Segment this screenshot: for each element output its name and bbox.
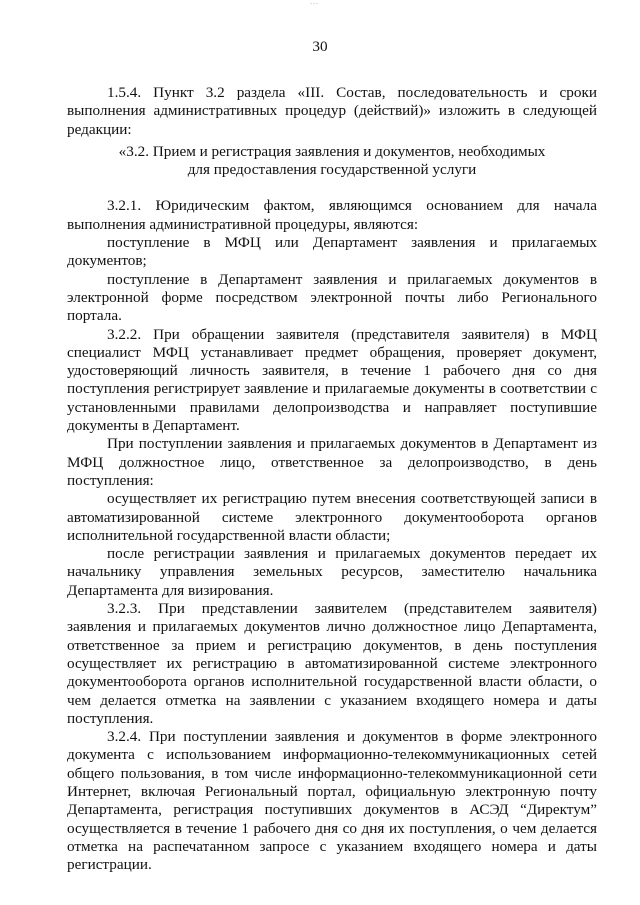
paragraph-mfc-receipt: поступление в МФЦ или Департамент заявления и прилагаемых документов; [67, 234, 597, 270]
paragraph-registration: осуществляет их регистрацию путем внесения соответствующей записи в автоматизированной системе электронного документооборота органов исполнительной государственной власти области; [67, 490, 597, 544]
paragraph-3-2-4: 3.2.4. При поступлении заявления и документов в форме электронного документа с использованием информационно-телекоммуникационных сетей общего пользования, в том числе информационно-телекоммуникационной сети Интернет, включая Региональный портал, официальную электронную почту Департамента, регистрация поступивших документов в АСЭД “Директум” осуществляется в течение 1 рабочего дня со дня их поступления, о чем делается отметка на распечатанном запросе с указанием входящего номера и даты регистрации. [67, 728, 597, 874]
paragraph-3-2-1: 3.2.1. Юридическим фактом, являющимся основанием для начала выполнения административной процедуры, являются: [67, 197, 597, 233]
paragraph-3-2-2: 3.2.2. При обращении заявителя (представителя заявителя) в МФЦ специалист МФЦ устанавливает предмет обращения, проверяет документ, удостоверяющий личность заявителя, в течение 1 рабочего дня со дня поступления регистрирует заявление и прилагаемые документы в соответствии с установленными правилами делопроизводства и направляет поступившие документы в Департамент. [67, 325, 597, 435]
document-body [67, 84, 597, 874]
page-number: 30 [312, 38, 328, 55]
section-heading-line-2: для предоставления государственной услуги [187, 161, 477, 179]
paragraph-department-receipt: При поступлении заявления и прилагаемых документов в Департамент из МФЦ должностное лицо, ответственное за делопроизводство, в день поступления: [67, 435, 597, 489]
paragraph-transfer: после регистрации заявления и прилагаемых документов передает их начальнику управления земельных ресурсов, заместителю начальника Департамента для визирования. [67, 545, 597, 599]
intro-paragraph: 1.5.4. Пункт 3.2 раздела «III. Состав, последовательность и сроки выполнения административных процедур (действий)» изложить в следующей редакции: [67, 84, 597, 138]
scan-mark: ... [310, 0, 319, 6]
section-heading-line-1: «3.2. Прием и регистрация заявления и документов, необходимых [118, 142, 546, 160]
paragraph-electronic-receipt: поступление в Департамент заявления и прилагаемых документов в электронной форме посредством электронной почты либо Регионального портала. [67, 270, 597, 325]
paragraph-3-2-3: 3.2.3. При представлении заявителем (представителем заявителя) заявления и прилагаемых документов лично должностное лицо Департамента, ответственное за прием и регистрацию документов, в день поступления осуществляет их регистрацию в автоматизированной системе электронного документооборота органов исполнительной государственной власти области, о чем делается отметка на заявлении с указанием входящего номера и даты поступления. [67, 600, 597, 727]
